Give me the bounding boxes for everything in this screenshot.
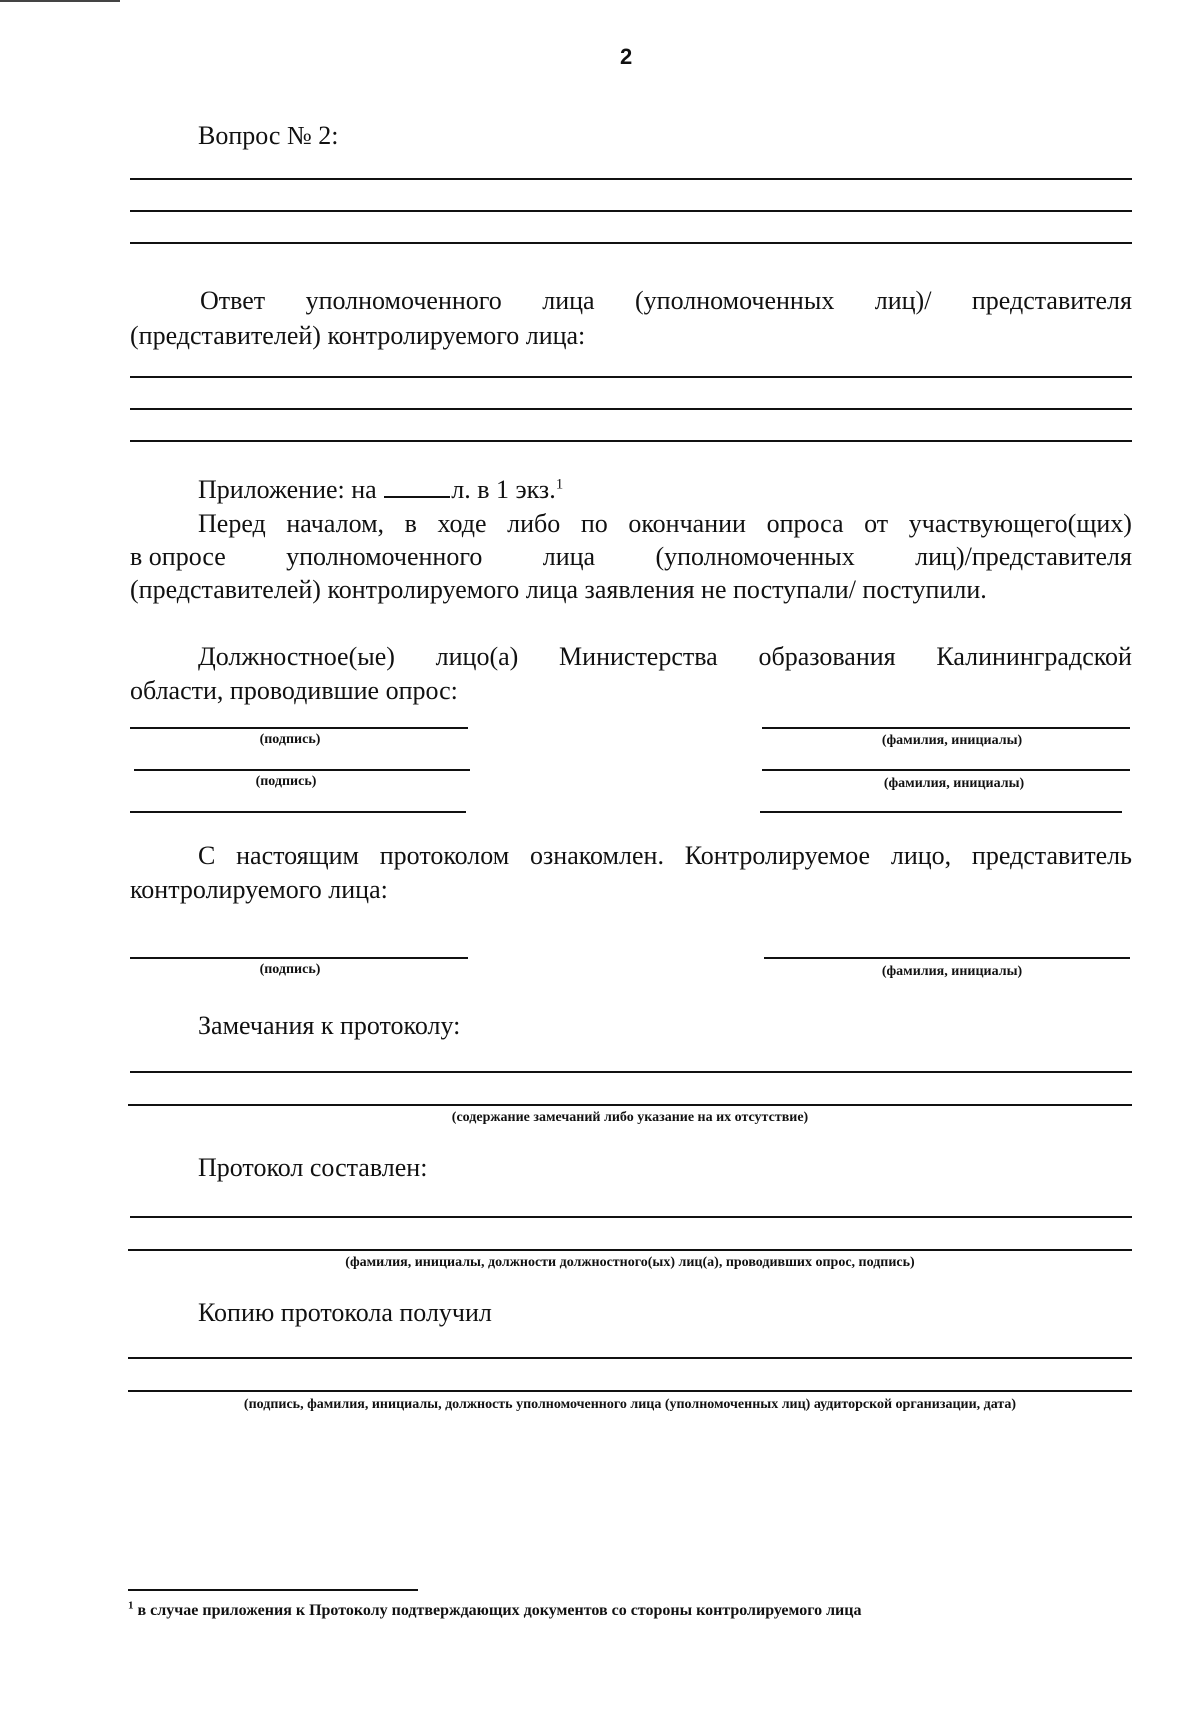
signature-line	[130, 727, 468, 729]
answer-line	[130, 376, 1132, 378]
statements-line2: в опросе уполномоченного лица (уполномоченных лиц)/представителя	[130, 542, 1132, 571]
footnote-text: в случае приложения к Протоколу подтверждающих документов со стороны контролируемого лица	[133, 1602, 862, 1619]
footnote	[128, 1599, 862, 1620]
name-caption: (фамилия, инициалы)	[881, 733, 1023, 748]
footnote-mark: 1	[128, 1599, 134, 1612]
remarks-line	[130, 1071, 1132, 1073]
statements-line1: Перед началом, в ходе либо по окончании опроса от участвующего(щих)	[198, 509, 1132, 538]
answer-line	[130, 210, 1132, 212]
signature-caption: (подпись)	[255, 774, 317, 789]
remarks-caption: (содержание замечаний либо указание на их отсутствие)	[451, 1110, 809, 1125]
scan-edge-mark	[0, 0, 120, 2]
attachment-prefix: Приложение: на	[198, 475, 377, 504]
name-line	[762, 727, 1130, 729]
compiled-line	[128, 1249, 1132, 1251]
copy-received-caption: (подпись, фамилия, инициалы, должность уполномоченного лица (уполномоченных лиц) аудиторской организации, дата)	[243, 1397, 1017, 1412]
answer-line	[130, 242, 1132, 244]
copy-received-line	[128, 1390, 1132, 1392]
copy-received-heading: Копию протокола получил	[198, 1298, 492, 1327]
signature-caption: (подпись)	[259, 962, 321, 977]
acquainted-line2: контролируемого лица:	[130, 875, 388, 904]
name-line	[762, 769, 1130, 771]
copy-received-line	[128, 1357, 1132, 1359]
name-line	[760, 811, 1122, 813]
answer-line	[130, 440, 1132, 442]
attachment-suffix: л. в 1 экз.	[451, 475, 556, 504]
answer-intro-line1: Ответ уполномоченного лица (уполномоченных лиц)/ представителя	[200, 286, 1132, 315]
answer-intro-line2: (представителей) контролируемого лица:	[130, 321, 586, 350]
signature-line	[130, 957, 468, 959]
name-caption: (фамилия, инициалы)	[883, 776, 1025, 791]
officials-line1: Должностное(ые) лицо(а) Министерства образования Калининградской	[198, 642, 1132, 671]
attachment-line	[198, 472, 563, 507]
remarks-line	[128, 1104, 1132, 1106]
remarks-heading: Замечания к протоколу:	[198, 1011, 461, 1040]
answer-line	[130, 408, 1132, 410]
answer-line	[130, 178, 1132, 180]
acquainted-line1: С настоящим протоколом ознакомлен. Контролируемое лицо, представитель	[198, 841, 1132, 870]
question-label: Вопрос № 2:	[198, 121, 339, 150]
name-caption: (фамилия, инициалы)	[881, 964, 1023, 979]
signature-line	[134, 769, 470, 771]
sheet-count-blank	[384, 472, 450, 498]
signature-caption: (подпись)	[259, 732, 321, 747]
footnote-separator	[128, 1589, 418, 1591]
statements-line3: (представителей) контролируемого лица заявления не поступали/ поступили.	[130, 575, 987, 604]
compiled-line	[130, 1216, 1132, 1218]
signature-line	[130, 811, 466, 813]
compiled-heading: Протокол составлен:	[198, 1153, 428, 1182]
name-line	[764, 957, 1130, 959]
officials-line2: области, проводившие опрос:	[130, 676, 458, 705]
page-number: 2	[620, 44, 633, 69]
compiled-caption: (фамилия, инициалы, должности должностного(ых) лиц(а), проводивших опрос, подпись)	[345, 1255, 915, 1270]
footnote-ref: 1	[555, 476, 564, 493]
